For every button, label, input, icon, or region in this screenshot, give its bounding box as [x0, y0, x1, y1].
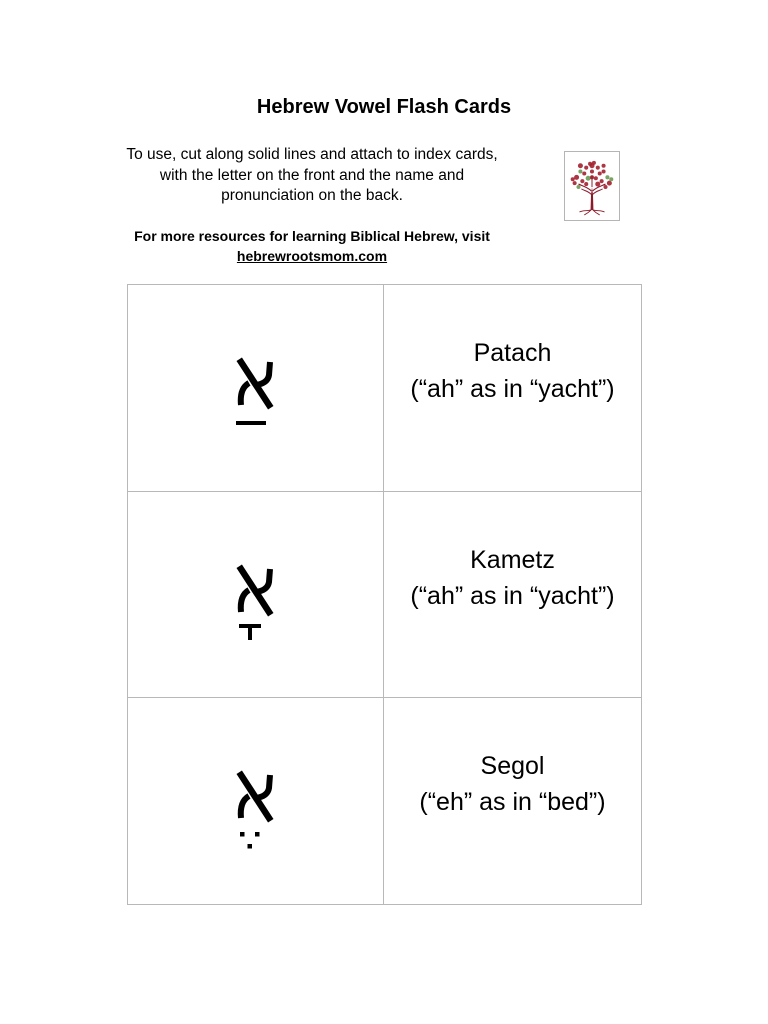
- instructions-line: with the letter on the front and the name and: [159, 166, 465, 184]
- flash-card-grid: [127, 284, 642, 905]
- tree-leaf: [588, 162, 592, 166]
- tree-leaf: [602, 170, 606, 174]
- tree-leaf: [582, 171, 586, 175]
- vowel-pronunciation: (“eh” as in “bed”): [419, 788, 606, 816]
- tree-leaf: [595, 182, 600, 187]
- vowel-name: Kametz: [470, 546, 555, 574]
- tree-leaf: [584, 182, 588, 186]
- tree-leaf: [598, 171, 602, 175]
- tree-of-life-icon: [565, 152, 619, 220]
- resources-note: [92, 226, 532, 266]
- flash-card-row: [128, 285, 641, 491]
- instructions: [92, 145, 532, 207]
- vowel-pronunciation: (“ah” as in “yacht”): [410, 582, 615, 610]
- card-back-segol: [384, 698, 641, 904]
- tree-leaf: [584, 166, 588, 170]
- flash-card-row: [128, 697, 641, 904]
- tree-leaf: [602, 164, 606, 168]
- hebrew-letter-alef-kametz: [224, 564, 288, 644]
- tree-leaf: [592, 161, 596, 165]
- resources-link[interactable]: hebrewrootsmom.com: [236, 248, 388, 264]
- tree-leaf: [580, 179, 584, 183]
- tree-leaf: [576, 185, 580, 189]
- resources-text: For more resources for learning Biblical Hebrew, visit: [134, 228, 490, 244]
- tree-leaf: [603, 185, 607, 189]
- tree-leaf: [596, 166, 600, 170]
- tree-leaf: [578, 170, 582, 174]
- page-title: Hebrew Vowel Flash Cards: [256, 96, 512, 118]
- instructions-line: To use, cut along solid lines and attach to index cards,: [126, 146, 498, 163]
- flash-card-row: [128, 491, 641, 698]
- instructions-line: pronunciation on the back.: [221, 187, 403, 204]
- tree-leaf: [578, 163, 583, 168]
- tree-leaf: [609, 177, 613, 181]
- tree-leaf: [594, 176, 598, 180]
- card-back-patach: [384, 285, 641, 491]
- tree-leaf: [573, 181, 577, 185]
- tree-leaf: [571, 177, 575, 181]
- tree-leaf: [574, 175, 579, 180]
- tree-leaf: [605, 175, 609, 179]
- tree-leaf: [586, 176, 591, 181]
- card-front-patach: [128, 285, 384, 491]
- card-front-kametz: [128, 492, 384, 698]
- tree-leaf: [607, 181, 612, 186]
- tree-leaf: [600, 179, 604, 183]
- hebrew-letter-alef-segol: [224, 770, 288, 852]
- hebrew-letter-alef-patach: [224, 357, 288, 429]
- card-front-segol: [128, 698, 384, 904]
- logo: [564, 151, 620, 221]
- vowel-name: Segol: [480, 752, 545, 780]
- vowel-pronunciation: (“ah” as in “yacht”): [410, 375, 615, 403]
- card-back-kametz: [384, 492, 641, 698]
- vowel-name: Patach: [473, 339, 552, 367]
- tree-leaf: [590, 170, 594, 174]
